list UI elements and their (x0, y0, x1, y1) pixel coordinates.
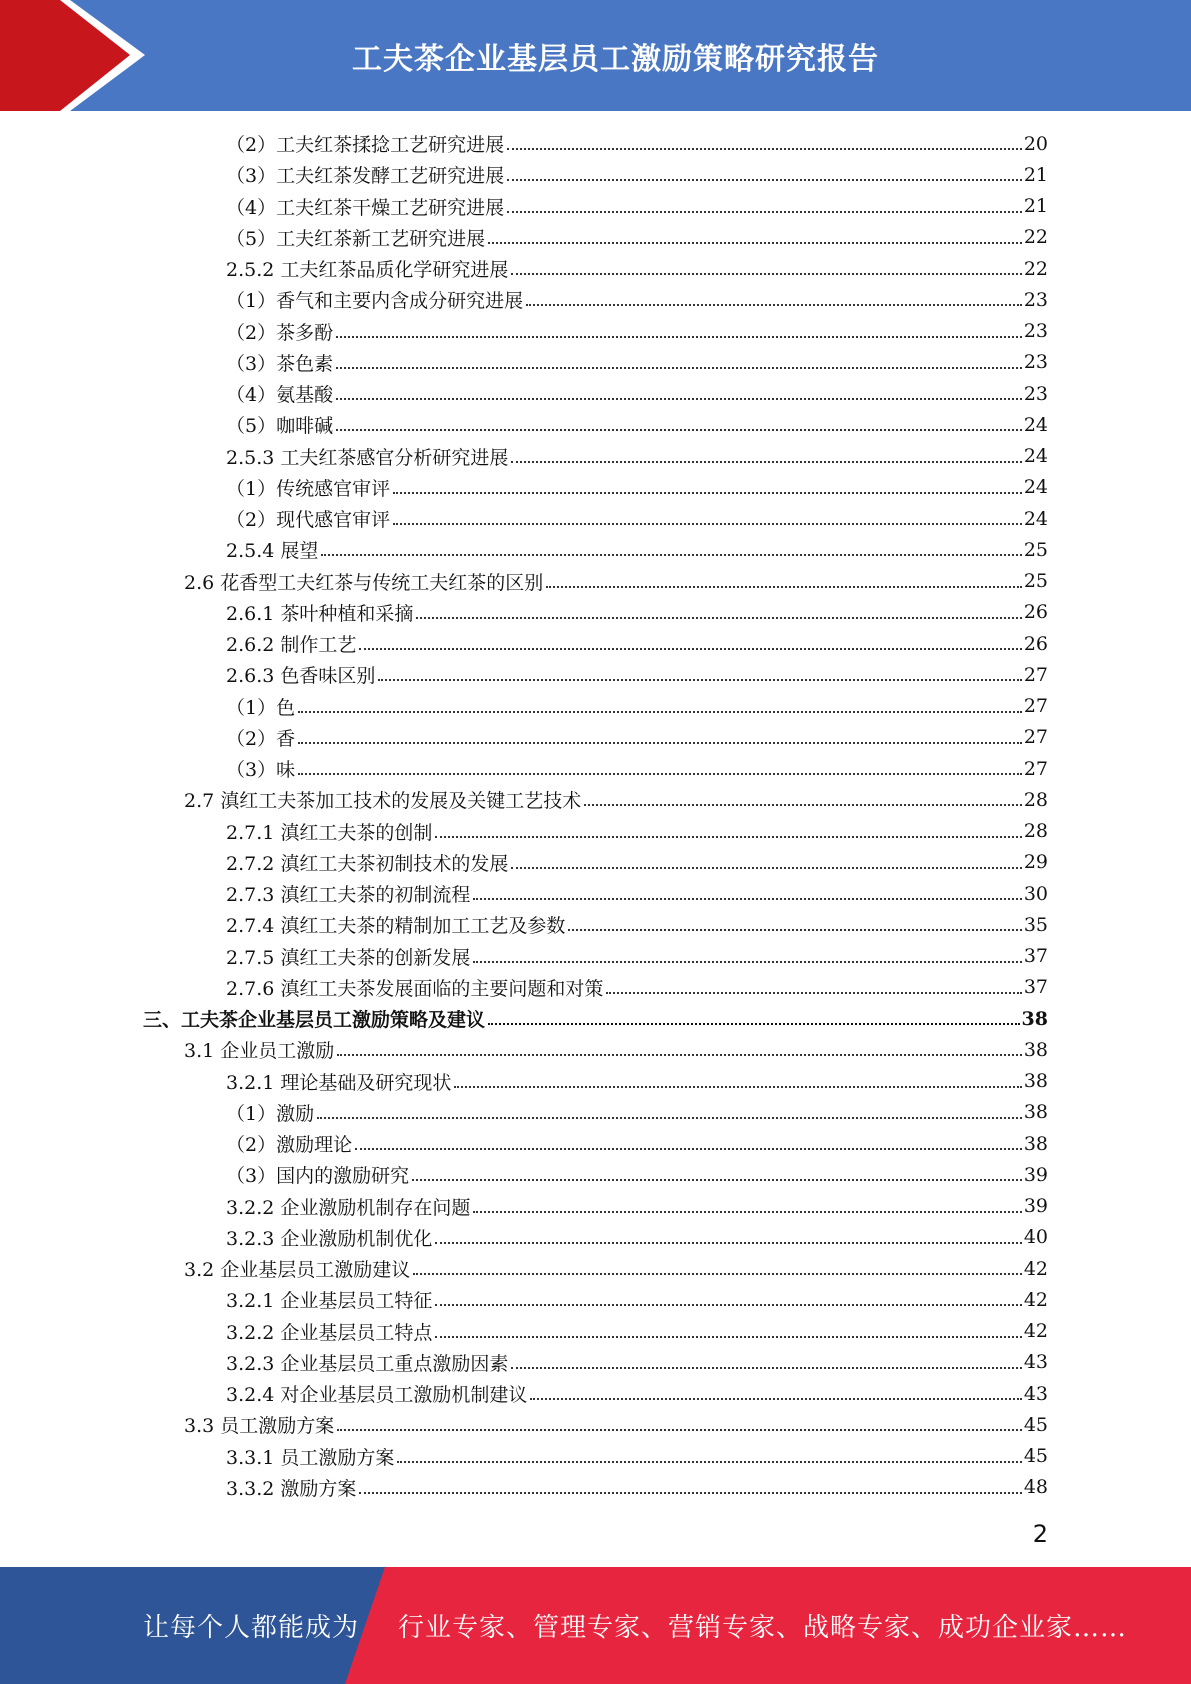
toc-entry-page: 42 (1023, 1257, 1048, 1280)
toc-entry[interactable] (226, 878, 1048, 909)
toc-dot-leader (397, 1460, 1021, 1463)
toc-entry-page: 24 (1023, 507, 1048, 530)
toc-entry[interactable] (226, 722, 1048, 753)
toc-dot-leader (336, 335, 1022, 338)
toc-entry[interactable] (226, 378, 1048, 409)
toc-entry-title: 3.3 员工激励方案 (184, 1415, 335, 1438)
toc-dot-leader (321, 553, 1021, 556)
toc-entry-title: （5）咖啡碱 (226, 415, 334, 438)
toc-entry-page: 39 (1023, 1163, 1048, 1186)
toc-entry-title: （1）香气和主要内含成分研究进展 (226, 290, 524, 313)
toc-dot-leader (530, 1397, 1021, 1400)
toc-entry-page: 21 (1023, 195, 1048, 217)
toc-entry-page: 28 (1023, 788, 1048, 811)
toc-entry-page: 27 (1023, 663, 1048, 686)
toc-dot-leader (606, 991, 1021, 994)
document-title: 工夫茶企业基层员工激励策略研究报告 (352, 41, 879, 77)
toc-entry-title: 3.2.1 理论基础及研究现状 (226, 1071, 452, 1094)
toc-dot-leader (507, 178, 1022, 181)
toc-entry-title: （5）工夫红茶新工艺研究进展 (226, 227, 486, 250)
toc-entry-title: （4）氨基酸 (226, 384, 334, 406)
toc-entry-title: （1）传统感官审评 (226, 477, 391, 500)
toc-dot-leader (511, 1366, 1021, 1369)
toc-entry-page: 38 (1023, 1101, 1048, 1124)
toc-dot-leader (336, 366, 1022, 369)
toc-entry-title: （2）茶多酚 (226, 321, 334, 344)
toc-entry-page: 43 (1023, 1382, 1048, 1405)
toc-entry[interactable] (226, 1222, 1048, 1253)
toc-entry[interactable] (226, 941, 1048, 972)
toc-entry[interactable] (226, 909, 1048, 940)
toc-entry-page: 20 (1023, 132, 1048, 155)
toc-entry[interactable] (184, 1409, 1048, 1440)
toc-entry[interactable] (226, 847, 1048, 878)
toc-entry-page: 37 (1023, 945, 1048, 967)
toc-entry-title: 2.7 滇红工夫茶加工技术的发展及关键工艺技术 (184, 790, 582, 813)
toc-entry-page: 21 (1023, 163, 1048, 186)
toc-entry-page: 29 (1023, 851, 1048, 874)
toc-entry[interactable] (226, 691, 1048, 722)
toc-entry-title: （3）工夫红茶发酵工艺研究进展 (226, 165, 505, 188)
toc-entry-page: 38 (1023, 1132, 1048, 1155)
toc-entry[interactable] (226, 534, 1048, 565)
toc-entry-title: 2.7.6 滇红工夫茶发展面临的主要问题和对策 (226, 977, 604, 1000)
toc-entry-title: 3.3.1 员工激励方案 (226, 1446, 395, 1469)
toc-entry-title: 2.5.4 展望 (226, 540, 319, 563)
toc-entry-title: 3.2.4 对企业基层员工激励机制建议 (226, 1384, 528, 1406)
toc-entry-page: 26 (1023, 601, 1048, 624)
toc-entry[interactable] (226, 253, 1048, 284)
toc-entry-page: 35 (1023, 913, 1048, 936)
toc-entry[interactable] (184, 566, 1048, 597)
toc-entry-page: 27 (1023, 695, 1048, 717)
toc-entry-page: 45 (1023, 1445, 1048, 1467)
toc-entry-page: 26 (1023, 632, 1048, 655)
toc-dot-leader (435, 1335, 1021, 1338)
toc-entry-title: 2.6.2 制作工艺 (226, 634, 357, 656)
toc-entry[interactable] (226, 1441, 1048, 1472)
toc-dot-leader (359, 1491, 1021, 1494)
toc-entry-title: （3）国内的激励研究 (226, 1165, 410, 1188)
toc-entry-title: 2.5.2 工夫红茶品质化学研究进展 (226, 259, 509, 281)
toc-entry-title: 2.6 花香型工夫红茶与传统工夫红茶的区别 (184, 571, 544, 594)
toc-entry[interactable] (226, 1191, 1048, 1222)
toc-entry[interactable] (226, 1284, 1048, 1315)
toc-entry[interactable] (226, 409, 1048, 440)
toc-entry-title: 3.2.1 企业基层员工特征 (226, 1290, 433, 1313)
toc-entry[interactable] (226, 128, 1048, 159)
toc-entry-title: （2）现代感官审评 (226, 509, 391, 531)
toc-dot-leader (488, 1022, 1020, 1025)
toc-entry-title: （2）工夫红茶揉捻工艺研究进展 (226, 134, 505, 156)
toc-entry-page: 30 (1023, 882, 1048, 905)
toc-dot-leader (584, 803, 1022, 806)
toc-entry[interactable] (226, 1347, 1048, 1378)
toc-entry-title: 3.2.3 企业激励机制优化 (226, 1227, 433, 1250)
toc-dot-leader (454, 1085, 1021, 1088)
toc-dot-leader (473, 1210, 1021, 1213)
toc-dot-leader (355, 1147, 1022, 1150)
toc-entry-title: （1）激励 (226, 1102, 315, 1125)
toc-entry-page: 23 (1023, 320, 1048, 342)
toc-entry-title: 2.7.4 滇红工夫茶的精制加工工艺及参数 (226, 915, 566, 938)
toc-entry-page: 27 (1023, 757, 1048, 780)
toc-entry-title: 2.6.3 色香味区别 (226, 665, 376, 688)
toc-entry-page: 23 (1023, 382, 1048, 405)
footer-banner (0, 1567, 1191, 1684)
toc-entry-title: （3）味 (226, 759, 296, 781)
toc-entry[interactable] (226, 316, 1048, 347)
toc-entry-page: 38 (1021, 1007, 1048, 1030)
toc-entry-page: 39 (1023, 1195, 1048, 1217)
toc-entry-page: 23 (1023, 351, 1048, 374)
toc-entry[interactable] (226, 1316, 1048, 1347)
toc-entry[interactable] (184, 1253, 1048, 1284)
toc-dot-leader (507, 210, 1022, 213)
toc-entry-page: 24 (1023, 476, 1048, 499)
toc-entry[interactable] (226, 347, 1048, 378)
toc-entry-title: 2.6.1 茶叶种植和采摘 (226, 602, 414, 625)
toc-dot-leader (568, 928, 1021, 931)
toc-entry-title: 3.3.2 激励方案 (226, 1477, 357, 1500)
toc-entry-page: 23 (1023, 288, 1048, 311)
toc-entry[interactable] (226, 1159, 1048, 1190)
toc-entry-page: 27 (1023, 726, 1048, 749)
toc-entry[interactable] (226, 659, 1048, 690)
footer-slogan-right: 行业专家、管理专家、营销专家、战略专家、成功企业家…… (398, 1613, 1128, 1643)
toc-dot-leader (337, 1428, 1022, 1431)
toc-entry-page: 22 (1023, 257, 1048, 280)
toc-entry-title: （2）激励理论 (226, 1134, 353, 1156)
toc-entry-page: 25 (1023, 570, 1048, 592)
toc-entry[interactable] (226, 222, 1048, 253)
page-number: 2 (1032, 1520, 1048, 1548)
toc-entry-title: （3）茶色素 (226, 352, 334, 375)
toc-entry[interactable] (226, 1378, 1048, 1409)
toc-entry-title: 2.5.3 工夫红茶感官分析研究进展 (226, 446, 509, 469)
toc-entry[interactable] (226, 628, 1048, 659)
toc-entry-page: 37 (1023, 976, 1048, 999)
toc-entry-title: 3.2 企业基层员工激励建议 (184, 1259, 411, 1281)
toc-dot-leader (412, 1178, 1022, 1181)
toc-dot-leader (488, 241, 1022, 244)
toc-entry[interactable] (143, 1003, 1048, 1034)
toc-dot-leader (298, 710, 1022, 713)
toc-entry-page: 42 (1023, 1288, 1048, 1311)
toc-entry[interactable] (226, 472, 1048, 503)
toc-dot-leader (317, 1116, 1022, 1119)
toc-entry-page: 38 (1023, 1038, 1048, 1061)
toc-entry-page: 48 (1023, 1476, 1048, 1499)
toc-dot-leader (336, 428, 1022, 431)
toc-entry[interactable] (226, 159, 1048, 190)
toc-entry[interactable] (184, 1034, 1048, 1065)
toc-dot-leader (336, 397, 1022, 400)
footer-slogan-left: 让每个人都能成为 (143, 1613, 360, 1643)
toc-entry[interactable] (226, 816, 1048, 847)
toc-dot-leader (298, 772, 1022, 775)
toc-dot-leader (526, 303, 1022, 306)
toc-dot-leader (511, 272, 1021, 275)
toc-entry-title: （4）工夫红茶干燥工艺研究进展 (226, 196, 505, 219)
toc-entry[interactable] (226, 441, 1048, 472)
toc-entry-page: 24 (1023, 445, 1048, 467)
toc-entry[interactable] (226, 1097, 1048, 1128)
toc-entry-title: 2.7.2 滇红工夫茶初制技术的发展 (226, 852, 509, 875)
toc-entry-title: 2.7.5 滇红工夫茶的创新发展 (226, 946, 471, 969)
toc-entry-title: 3.2.3 企业基层员工重点激励因素 (226, 1352, 509, 1375)
toc-entry-page: 22 (1023, 226, 1048, 249)
toc-entry[interactable] (184, 784, 1048, 815)
toc-entry-title: 2.7.1 滇红工夫茶的创制 (226, 821, 433, 844)
toc-dot-leader (507, 147, 1022, 150)
toc-entry-title: 3.1 企业员工激励 (184, 1040, 335, 1063)
toc-entry[interactable] (226, 503, 1048, 534)
toc-entry-page: 38 (1023, 1070, 1048, 1092)
toc-dot-leader (337, 1053, 1022, 1056)
toc-dot-leader (359, 647, 1021, 650)
toc-dot-leader (413, 1272, 1022, 1275)
toc-entry[interactable] (226, 191, 1048, 222)
toc-dot-leader (435, 1303, 1021, 1306)
toc-dot-leader (435, 835, 1021, 838)
toc-dot-leader (378, 678, 1021, 681)
toc-entry-page: 28 (1023, 820, 1048, 842)
toc-entry[interactable] (226, 1128, 1048, 1159)
toc-dot-leader (393, 491, 1022, 494)
toc-dot-leader (393, 522, 1022, 525)
toc-entry-page: 24 (1023, 413, 1048, 436)
toc-entry-page: 25 (1023, 538, 1048, 561)
header-banner (0, 0, 1191, 111)
toc-dot-leader (473, 897, 1021, 900)
toc-entry[interactable] (226, 753, 1048, 784)
toc-dot-leader (416, 616, 1021, 619)
toc-entry-page: 45 (1023, 1413, 1048, 1436)
toc-dot-leader (435, 1241, 1021, 1244)
toc-dot-leader (511, 460, 1021, 463)
toc-dot-leader (473, 960, 1021, 963)
toc-entry[interactable] (226, 972, 1048, 1003)
toc-entry-title: 3.2.2 企业基层员工特点 (226, 1321, 433, 1344)
toc-entry-page: 43 (1023, 1351, 1048, 1374)
toc-entry[interactable] (226, 1472, 1048, 1503)
toc-dot-leader (511, 866, 1021, 869)
toc-entry-title: （2）香 (226, 727, 296, 750)
toc-entry-title: （1）色 (226, 696, 296, 719)
toc-entry-page: 42 (1023, 1320, 1048, 1342)
toc-entry[interactable] (226, 597, 1048, 628)
toc-entry-title: 3.2.2 企业激励机制存在问题 (226, 1196, 471, 1219)
toc-entry[interactable] (226, 284, 1048, 315)
toc-entry[interactable] (226, 1066, 1048, 1097)
toc-entry-page: 40 (1023, 1226, 1048, 1249)
toc-dot-leader (546, 585, 1022, 588)
toc-entry-title: 2.7.3 滇红工夫茶的初制流程 (226, 884, 471, 906)
toc-dot-leader (298, 741, 1022, 744)
toc-entry-title: 三、工夫茶企业基层员工激励策略及建议 (143, 1009, 486, 1031)
